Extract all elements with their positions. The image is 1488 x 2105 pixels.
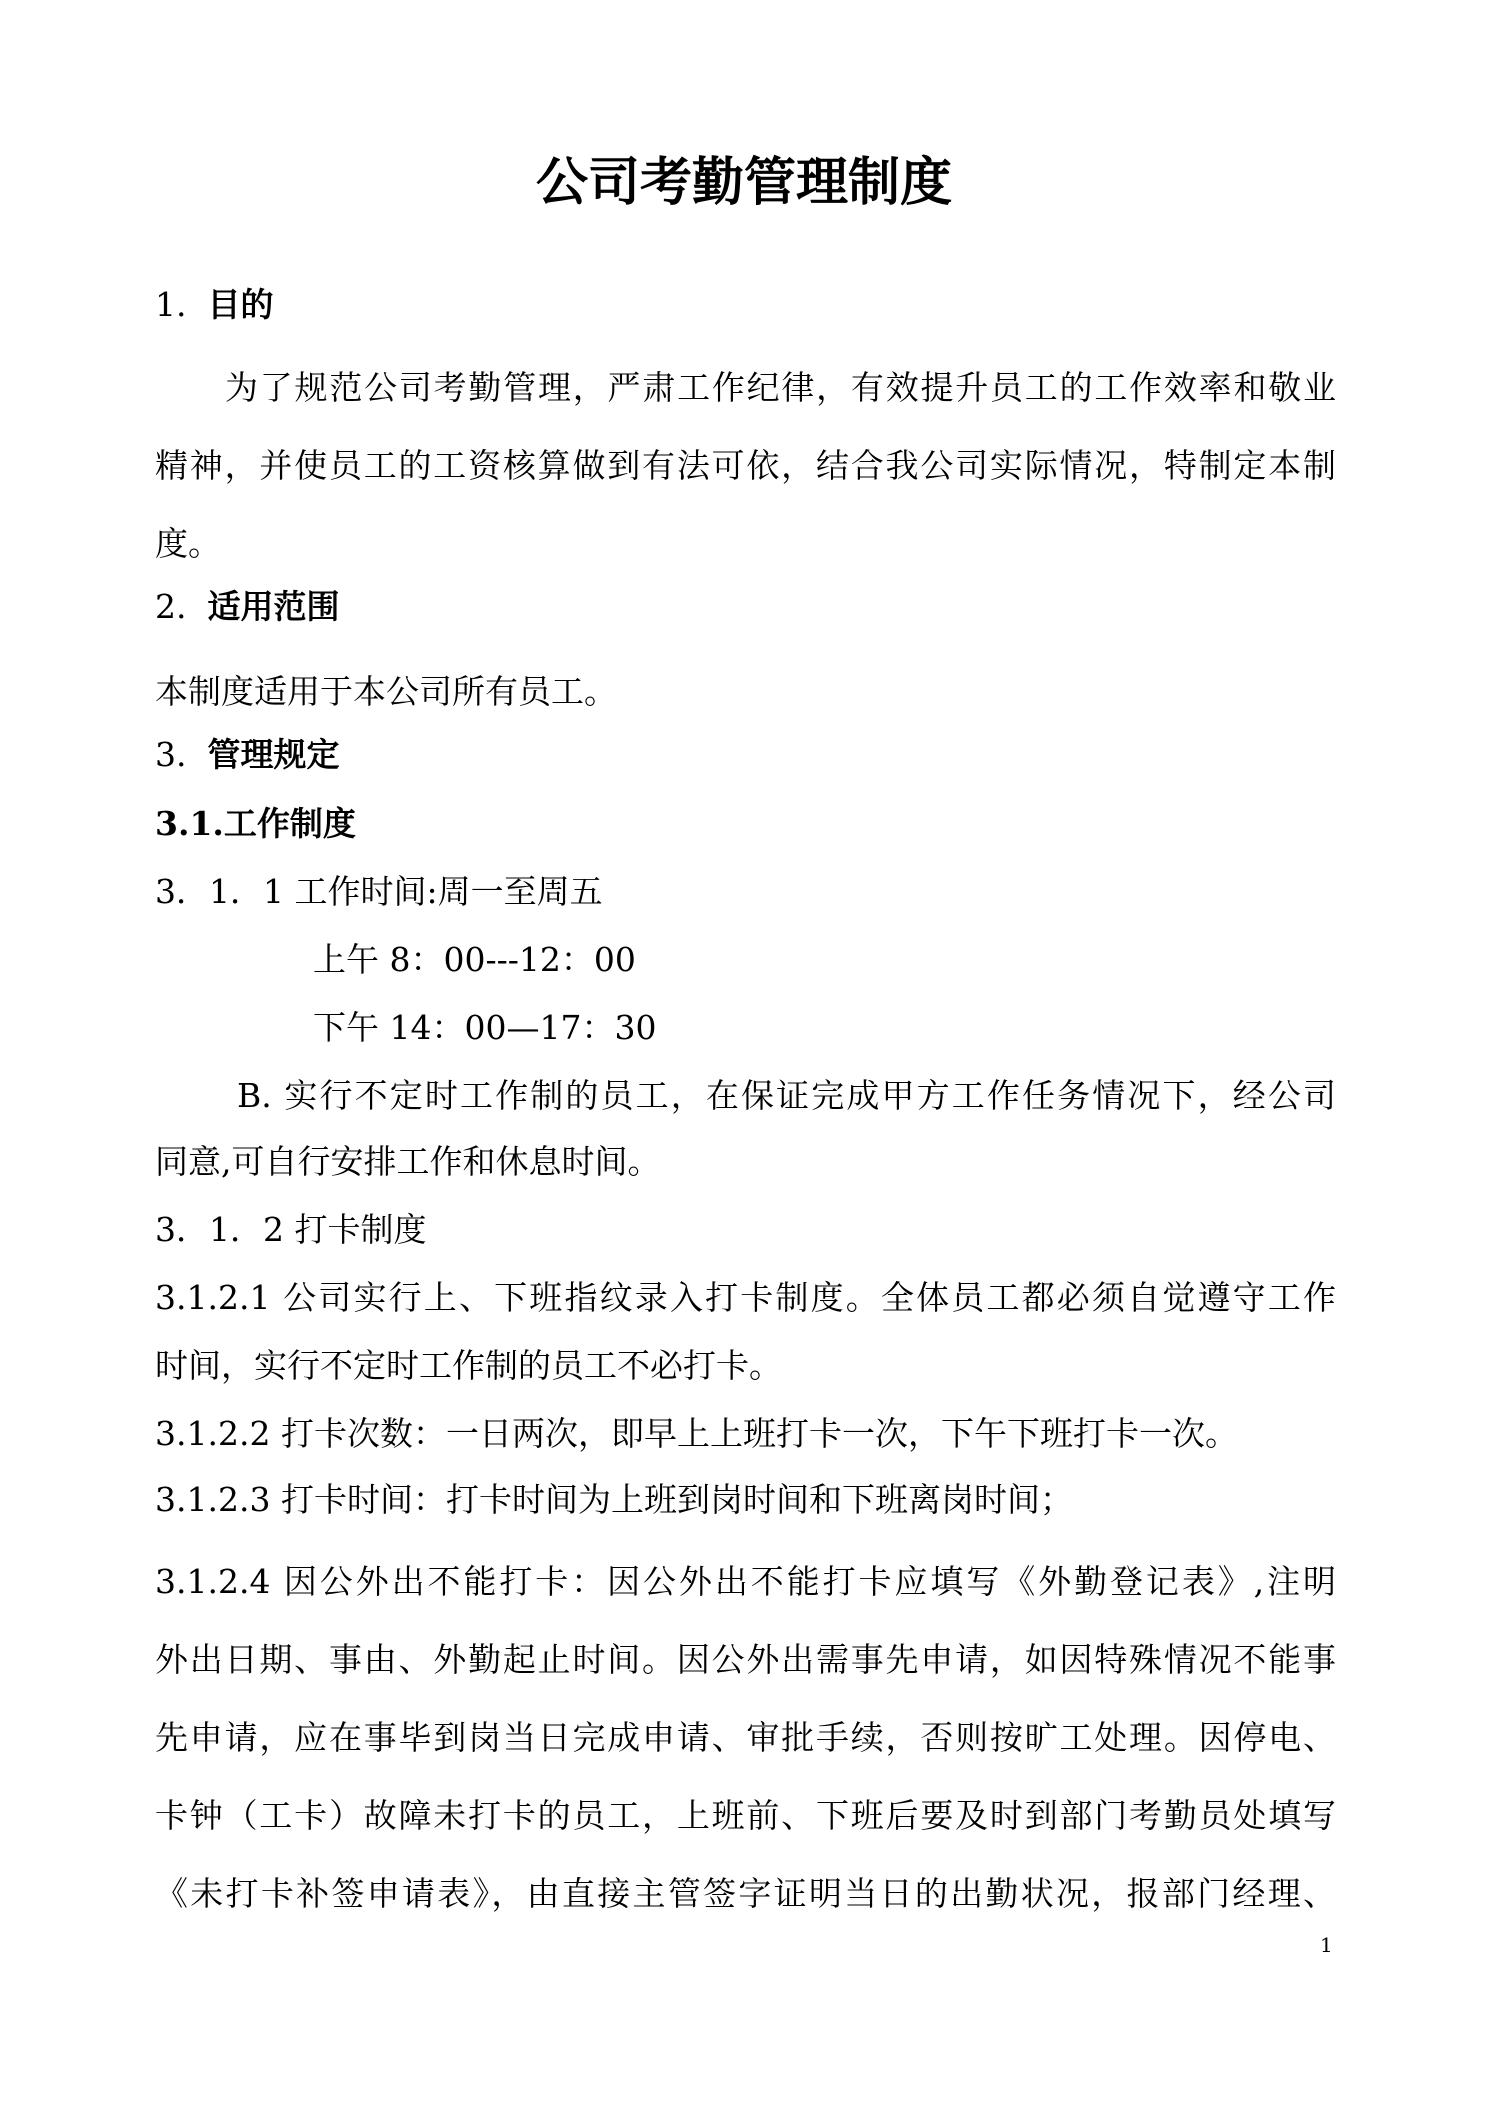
clause-line: 时间，实行不定时工作制的员工不必打卡。 <box>155 1346 782 1385</box>
subsection-heading: 3.1.工作制度 <box>155 804 356 843</box>
clause-line: 3.1.2.4 因公外出不能打卡：因公外出不能打卡应填写《外勤登记表》,注明 <box>155 1562 1336 1601</box>
paragraph-line: 同意,可自行安排工作和休息时间。 <box>155 1142 661 1181</box>
section-heading-scope <box>155 585 339 629</box>
clause-line: 先申请，应在事毕到岗当日完成申请、审批手续，否则按旷工处理。因停电、 <box>155 1718 1336 1757</box>
section-number: 3. <box>155 735 187 774</box>
paragraph-line: 本制度适用于本公司所有员工。 <box>155 672 617 711</box>
section-heading-purpose <box>155 283 273 327</box>
clause-line: 3．1．1 工作时间:周一至周五 <box>155 872 603 911</box>
paragraph-line: 为了规范公司考勤管理，严肃工作纪律，有效提升员工的工作效率和敬业 <box>225 368 1336 407</box>
paragraph-line: B. 实行不定时工作制的员工，在保证完成甲方工作任务情况下，经公司 <box>237 1076 1336 1115</box>
section-title: 适用范围 <box>207 587 340 626</box>
paragraph-line: 精神，并使员工的工资核算做到有法可依，结合我公司实际情况，特制定本制 <box>155 446 1336 485</box>
page-number: 1 <box>1320 1933 1333 1957</box>
section-title: 管理规定 <box>207 735 340 774</box>
clause-line: 3．1．2 打卡制度 <box>155 1210 427 1249</box>
clause-line: 3.1.2.1 公司实行上、下班指纹录入打卡制度。全体员工都必须自觉遵守工作 <box>155 1278 1336 1317</box>
document-title: 公司考勤管理制度 <box>535 153 952 213</box>
clause-line: 3.1.2.3 打卡时间：打卡时间为上班到岗时间和下班离岗时间； <box>155 1480 1073 1519</box>
clause-line: 外出日期、事由、外勤起止时间。因公外出需事先申请，如因特殊情况不能事 <box>155 1640 1336 1679</box>
schedule-afternoon: 下午 14：00—17：30 <box>313 1008 657 1047</box>
paragraph-line: 度。 <box>155 524 221 563</box>
section-heading-rules <box>155 733 339 777</box>
schedule-morning: 上午 8：00---12：00 <box>313 940 636 979</box>
clause-line: 卡钟（工卡）故障未打卡的员工，上班前、下班后要及时到部门考勤员处填写 <box>155 1796 1336 1835</box>
section-number: 2. <box>155 587 187 626</box>
clause-line: 3.1.2.2 打卡次数：一日两次，即早上上班打卡一次，下午下班打卡一次。 <box>155 1414 1238 1453</box>
section-title: 目的 <box>207 285 274 324</box>
section-number: 1. <box>155 285 187 324</box>
clause-line: 《未打卡补签申请表》，由直接主管签字证明当日的出勤状况，报部门经理、 <box>155 1874 1336 1913</box>
